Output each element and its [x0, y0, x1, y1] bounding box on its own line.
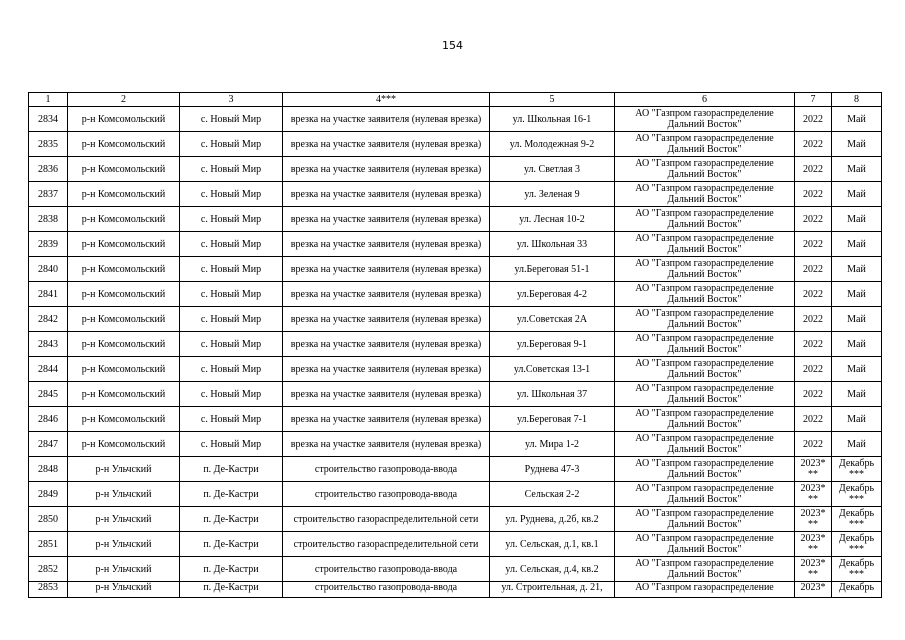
cell-work: врезка на участке заявителя (нулевая врезка): [283, 432, 490, 457]
cell-settlement: с. Новый Мир: [180, 282, 283, 307]
cell-number: 2846: [29, 407, 68, 432]
cell-month: Май: [832, 357, 882, 382]
cell-work: врезка на участке заявителя (нулевая врезка): [283, 232, 490, 257]
cell-work: строительство газораспределительной сети: [283, 507, 490, 532]
gasification-table: [28, 92, 882, 598]
cell-year: 2023* **: [795, 507, 832, 532]
cell-work: врезка на участке заявителя (нулевая врезка): [283, 382, 490, 407]
cell-work: врезка на участке заявителя (нулевая врезка): [283, 307, 490, 332]
cell-work: врезка на участке заявителя (нулевая врезка): [283, 407, 490, 432]
cell-work: врезка на участке заявителя (нулевая врезка): [283, 182, 490, 207]
cell-year: 2022: [795, 407, 832, 432]
cell-year: 2023* **: [795, 532, 832, 557]
table-row: [29, 532, 882, 557]
cell-work: врезка на участке заявителя (нулевая врезка): [283, 257, 490, 282]
header-col-5: 5: [490, 93, 615, 107]
cell-work: врезка на участке заявителя (нулевая врезка): [283, 207, 490, 232]
cell-year: 2023* **: [795, 457, 832, 482]
cell-district: р-н Ульчский: [68, 457, 180, 482]
cell-address: ул. Зеленая 9: [490, 182, 615, 207]
cell-settlement: с. Новый Мир: [180, 357, 283, 382]
table-row: [29, 582, 882, 598]
cell-settlement: с. Новый Мир: [180, 132, 283, 157]
cell-address: Сельская 2-2: [490, 482, 615, 507]
cell-district: р-н Комсомольский: [68, 357, 180, 382]
cell-month: Декабрь ***: [832, 457, 882, 482]
cell-address: ул.Советская 13-1: [490, 357, 615, 382]
header-col-6: 6: [615, 93, 795, 107]
cell-work: строительство газопровода-ввода: [283, 482, 490, 507]
cell-work: врезка на участке заявителя (нулевая врезка): [283, 357, 490, 382]
cell-address: ул. Школьная 37: [490, 382, 615, 407]
cell-work: строительство газопровода-ввода: [283, 557, 490, 582]
cell-number: 2851: [29, 532, 68, 557]
cell-number: 2834: [29, 107, 68, 132]
cell-number: 2849: [29, 482, 68, 507]
cell-number: 2843: [29, 332, 68, 357]
header-col-7: 7: [795, 93, 832, 107]
table-row: [29, 307, 882, 332]
cell-settlement: с. Новый Мир: [180, 182, 283, 207]
cell-address: ул. Лесная 10-2: [490, 207, 615, 232]
header-col-3: 3: [180, 93, 283, 107]
cell-work: врезка на участке заявителя (нулевая врезка): [283, 282, 490, 307]
cell-year: 2022: [795, 357, 832, 382]
cell-district: р-н Комсомольский: [68, 182, 180, 207]
cell-month: Май: [832, 332, 882, 357]
cell-year: 2022: [795, 132, 832, 157]
cell-org: АО "Газпром газораспределение Дальний Восток": [615, 482, 795, 507]
cell-address: ул.Советская 2А: [490, 307, 615, 332]
cell-month: Декабрь ***: [832, 532, 882, 557]
table-row: [29, 157, 882, 182]
cell-year: 2022: [795, 282, 832, 307]
header-col-2: 2: [68, 93, 180, 107]
cell-month: Май: [832, 157, 882, 182]
cell-settlement: п. Де-Кастри: [180, 457, 283, 482]
cell-settlement: п. Де-Кастри: [180, 582, 283, 598]
cell-address: ул.Береговая 9-1: [490, 332, 615, 357]
cell-number: 2848: [29, 457, 68, 482]
cell-year: 2023* **: [795, 482, 832, 507]
cell-district: р-н Ульчский: [68, 582, 180, 598]
cell-district: р-н Комсомольский: [68, 332, 180, 357]
cell-district: р-н Ульчский: [68, 532, 180, 557]
cell-settlement: п. Де-Кастри: [180, 482, 283, 507]
table-row: [29, 232, 882, 257]
cell-year: 2022: [795, 382, 832, 407]
page-number: 154: [442, 39, 463, 52]
cell-number: 2852: [29, 557, 68, 582]
cell-work: строительство газопровода-ввода: [283, 582, 490, 598]
cell-district: р-н Комсомольский: [68, 157, 180, 182]
cell-settlement: с. Новый Мир: [180, 157, 283, 182]
cell-year: 2023*: [795, 582, 832, 598]
cell-district: р-н Комсомольский: [68, 432, 180, 457]
cell-district: р-н Комсомольский: [68, 307, 180, 332]
cell-address: ул. Строительная, д. 21,: [490, 582, 615, 598]
cell-month: Май: [832, 107, 882, 132]
cell-org: АО "Газпром газораспределение Дальний Восток": [615, 207, 795, 232]
cell-org: АО "Газпром газораспределение Дальний Восток": [615, 257, 795, 282]
cell-year: 2022: [795, 182, 832, 207]
cell-district: р-н Ульчский: [68, 482, 180, 507]
cell-settlement: с. Новый Мир: [180, 332, 283, 357]
table-row: [29, 257, 882, 282]
cell-district: р-н Комсомольский: [68, 132, 180, 157]
cell-district: р-н Комсомольский: [68, 257, 180, 282]
cell-number: 2850: [29, 507, 68, 532]
cell-district: р-н Ульчский: [68, 557, 180, 582]
cell-number: 2835: [29, 132, 68, 157]
table-row: [29, 507, 882, 532]
table-row: [29, 357, 882, 382]
cell-org: АО "Газпром газораспределение Дальний Восток": [615, 507, 795, 532]
cell-org: АО "Газпром газораспределение Дальний Восток": [615, 432, 795, 457]
table-body: [29, 107, 882, 598]
cell-year: 2022: [795, 307, 832, 332]
cell-settlement: п. Де-Кастри: [180, 557, 283, 582]
cell-address: ул. Мира 1-2: [490, 432, 615, 457]
cell-district: р-н Комсомольский: [68, 207, 180, 232]
cell-district: р-н Комсомольский: [68, 107, 180, 132]
cell-year: 2022: [795, 207, 832, 232]
cell-month: Май: [832, 232, 882, 257]
cell-year: 2022: [795, 232, 832, 257]
table-row: [29, 407, 882, 432]
cell-settlement: с. Новый Мир: [180, 382, 283, 407]
cell-year: 2022: [795, 432, 832, 457]
cell-number: 2842: [29, 307, 68, 332]
cell-month: Декабрь: [832, 582, 882, 598]
cell-number: 2847: [29, 432, 68, 457]
cell-org: АО "Газпром газораспределение Дальний Восток": [615, 282, 795, 307]
cell-work: врезка на участке заявителя (нулевая врезка): [283, 107, 490, 132]
cell-address: ул. Школьная 16-1: [490, 107, 615, 132]
table-row: [29, 182, 882, 207]
cell-org: АО "Газпром газораспределение Дальний Восток": [615, 357, 795, 382]
cell-settlement: с. Новый Мир: [180, 307, 283, 332]
cell-settlement: с. Новый Мир: [180, 107, 283, 132]
cell-org: АО "Газпром газораспределение Дальний Восток": [615, 132, 795, 157]
cell-month: Май: [832, 207, 882, 232]
cell-district: р-н Комсомольский: [68, 382, 180, 407]
cell-org: АО "Газпром газораспределение Дальний Восток": [615, 382, 795, 407]
cell-district: р-н Комсомольский: [68, 407, 180, 432]
cell-number: 2839: [29, 232, 68, 257]
cell-month: Декабрь ***: [832, 507, 882, 532]
cell-address: ул.Береговая 51-1: [490, 257, 615, 282]
cell-month: Май: [832, 382, 882, 407]
cell-address: ул. Сельская, д.1, кв.1: [490, 532, 615, 557]
cell-org: АО "Газпром газораспределение Дальний Восток": [615, 332, 795, 357]
cell-number: 2840: [29, 257, 68, 282]
cell-address: ул. Руднева, д.2б, кв.2: [490, 507, 615, 532]
cell-district: р-н Комсомольский: [68, 232, 180, 257]
header-col-8: 8: [832, 93, 882, 107]
table-row: [29, 482, 882, 507]
cell-number: 2845: [29, 382, 68, 407]
cell-org: АО "Газпром газораспределение Дальний Восток": [615, 232, 795, 257]
table-row: [29, 332, 882, 357]
cell-district: р-н Ульчский: [68, 507, 180, 532]
cell-settlement: с. Новый Мир: [180, 207, 283, 232]
cell-address: ул. Сельская, д.4, кв.2: [490, 557, 615, 582]
cell-district: р-н Комсомольский: [68, 282, 180, 307]
cell-number: 2837: [29, 182, 68, 207]
cell-number: 2844: [29, 357, 68, 382]
table-row: [29, 207, 882, 232]
cell-settlement: с. Новый Мир: [180, 257, 283, 282]
cell-year: 2022: [795, 257, 832, 282]
cell-number: 2853: [29, 582, 68, 598]
cell-month: Декабрь ***: [832, 482, 882, 507]
table-row: [29, 457, 882, 482]
cell-settlement: п. Де-Кастри: [180, 507, 283, 532]
cell-org: АО "Газпром газораспределение Дальний Восток": [615, 557, 795, 582]
table-row: [29, 132, 882, 157]
cell-number: 2838: [29, 207, 68, 232]
cell-org: АО "Газпром газораспределение Дальний Восток": [615, 307, 795, 332]
cell-org: АО "Газпром газораспределение Дальний Восток": [615, 407, 795, 432]
cell-address: Руднева 47-3: [490, 457, 615, 482]
cell-work: врезка на участке заявителя (нулевая врезка): [283, 157, 490, 182]
header-row: [29, 93, 882, 107]
cell-settlement: с. Новый Мир: [180, 407, 283, 432]
cell-month: Декабрь ***: [832, 557, 882, 582]
cell-org: АО "Газпром газораспределение Дальний Восток": [615, 157, 795, 182]
cell-address: ул. Школьная 33: [490, 232, 615, 257]
cell-address: ул.Береговая 4-2: [490, 282, 615, 307]
cell-number: 2836: [29, 157, 68, 182]
cell-month: Май: [832, 182, 882, 207]
cell-org: АО "Газпром газораспределение: [615, 582, 795, 598]
table-row: [29, 432, 882, 457]
cell-work: врезка на участке заявителя (нулевая врезка): [283, 332, 490, 357]
cell-year: 2022: [795, 107, 832, 132]
header-col-1: 1: [29, 93, 68, 107]
cell-address: ул. Светлая 3: [490, 157, 615, 182]
cell-org: АО "Газпром газораспределение Дальний Восток": [615, 532, 795, 557]
cell-address: ул. Молодежная 9-2: [490, 132, 615, 157]
cell-number: 2841: [29, 282, 68, 307]
table-row: [29, 382, 882, 407]
cell-settlement: с. Новый Мир: [180, 432, 283, 457]
cell-org: АО "Газпром газораспределение Дальний Восток": [615, 457, 795, 482]
cell-work: врезка на участке заявителя (нулевая врезка): [283, 132, 490, 157]
cell-month: Май: [832, 257, 882, 282]
table-row: [29, 107, 882, 132]
cell-org: АО "Газпром газораспределение Дальний Восток": [615, 182, 795, 207]
cell-month: Май: [832, 132, 882, 157]
cell-settlement: п. Де-Кастри: [180, 532, 283, 557]
cell-month: Май: [832, 432, 882, 457]
table-row: [29, 282, 882, 307]
header-col-4: 4***: [283, 93, 490, 107]
cell-year: 2022: [795, 332, 832, 357]
cell-month: Май: [832, 407, 882, 432]
cell-year: 2023* **: [795, 557, 832, 582]
cell-work: строительство газораспределительной сети: [283, 532, 490, 557]
cell-month: Май: [832, 282, 882, 307]
cell-address: ул.Береговая 7-1: [490, 407, 615, 432]
cell-year: 2022: [795, 157, 832, 182]
cell-org: АО "Газпром газораспределение Дальний Восток": [615, 107, 795, 132]
cell-month: Май: [832, 307, 882, 332]
cell-settlement: с. Новый Мир: [180, 232, 283, 257]
table-row: [29, 557, 882, 582]
cell-work: строительство газопровода-ввода: [283, 457, 490, 482]
